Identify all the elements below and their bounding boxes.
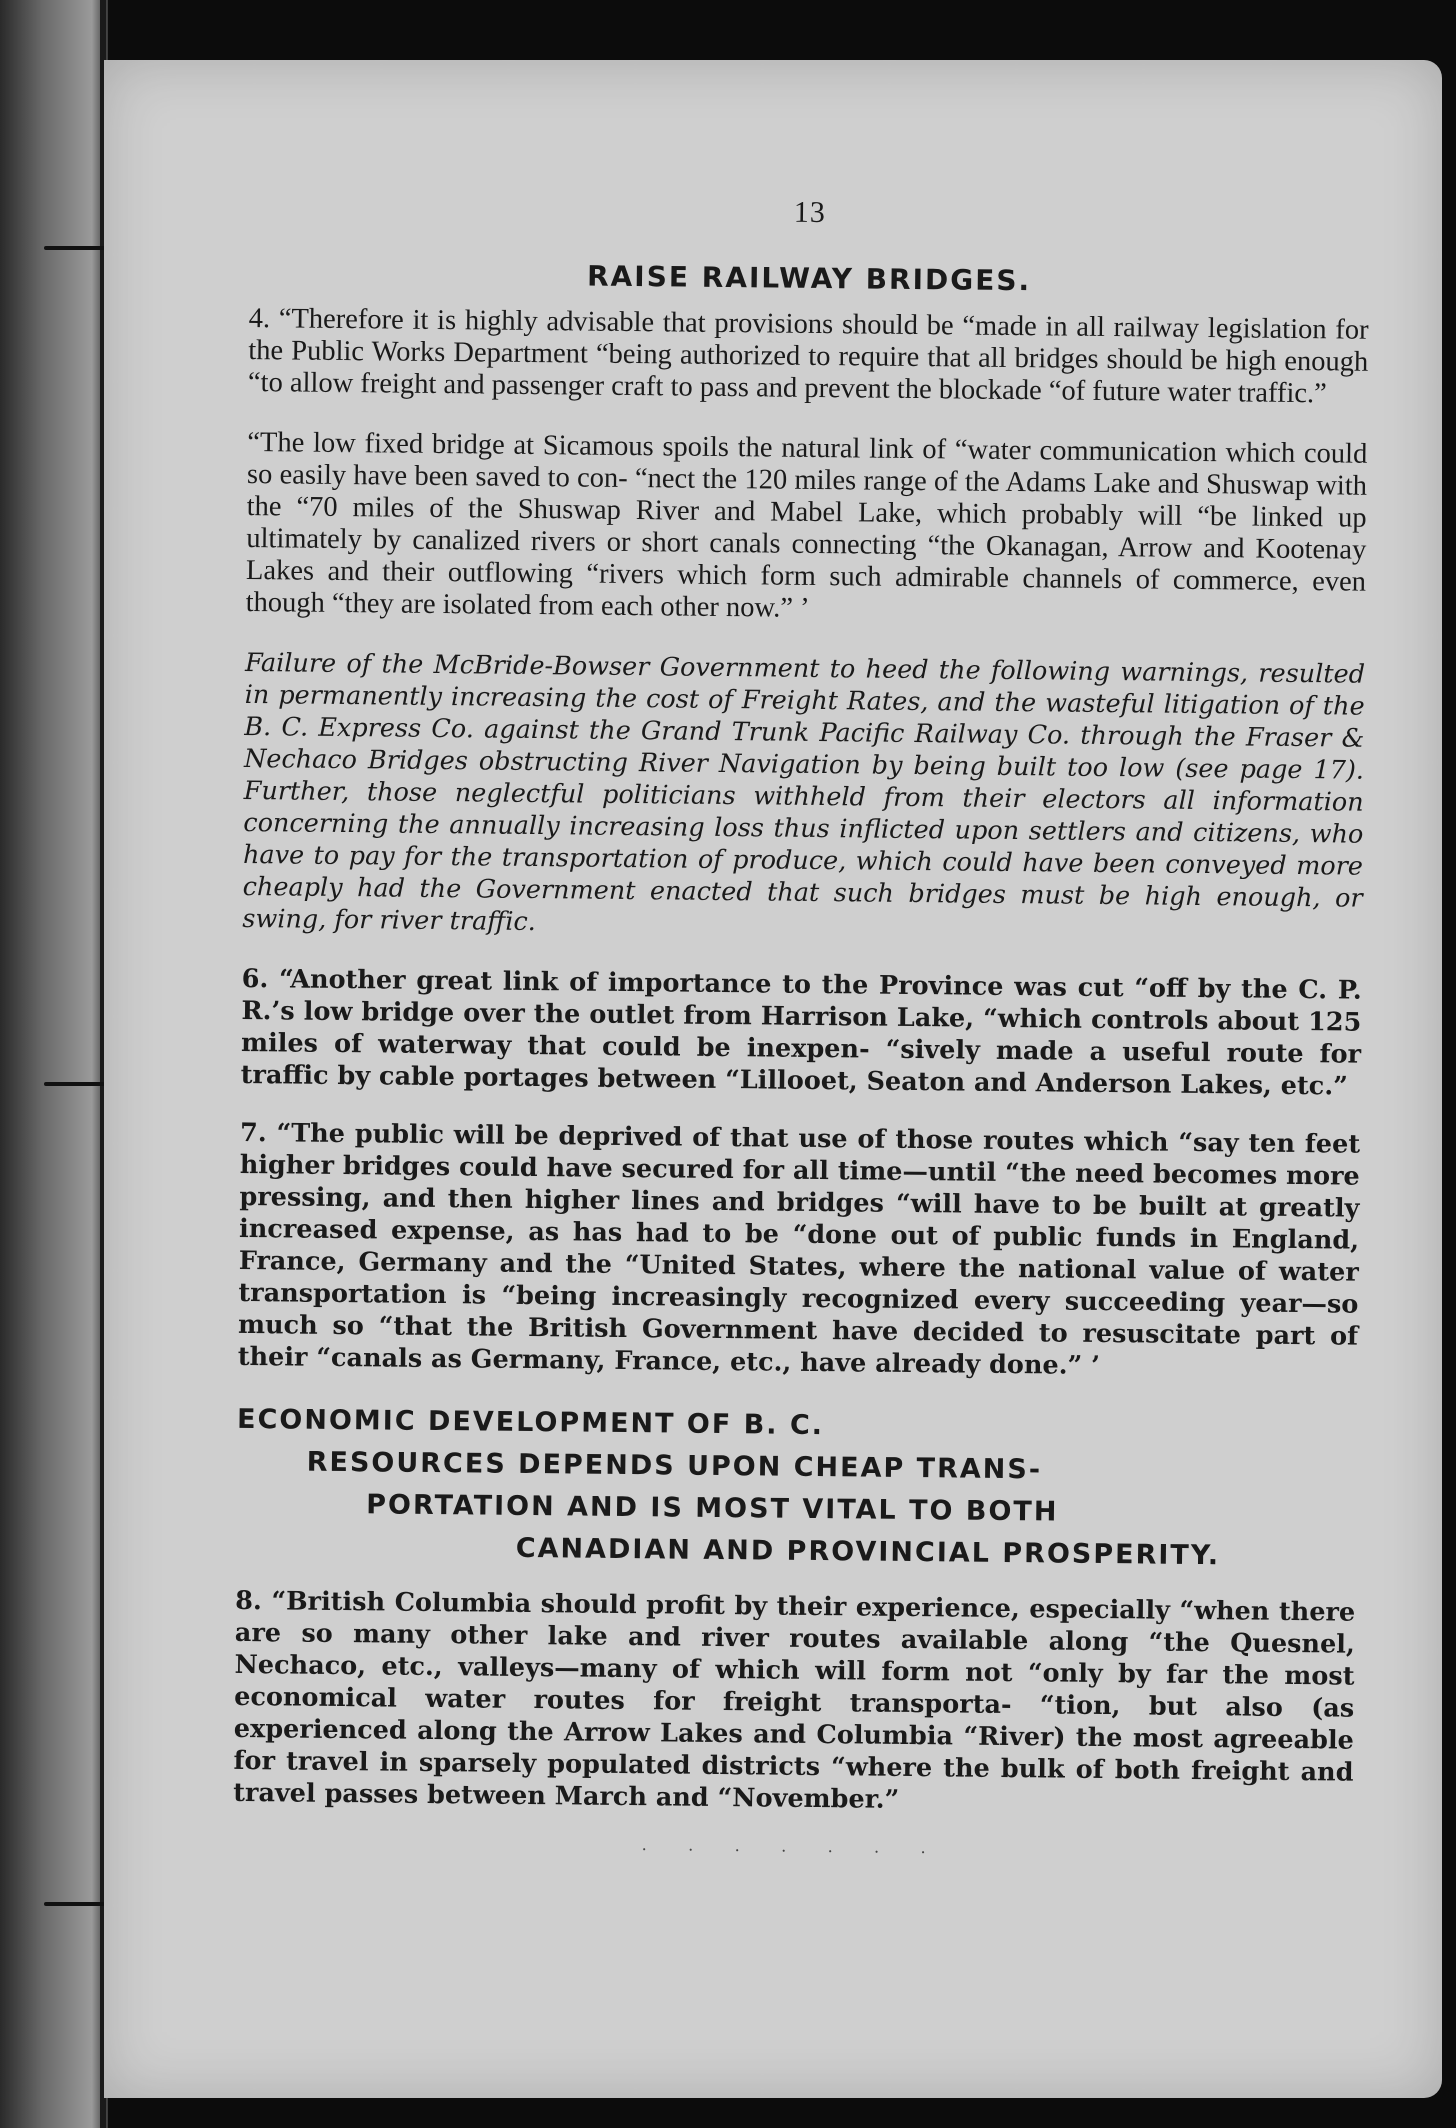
left-page-edge [0,0,108,2128]
section-heading-raise-railway-bridges: RAISE RAILWAY BRIDGES. [586,259,1032,298]
heading-line: ECONOMIC DEVELOPMENT OF B. C. [236,1403,825,1442]
footer-ornament: · · · · · · · [641,1839,945,1863]
document-page [104,60,1442,2098]
page-content [233,190,1370,1868]
paragraph-8: 8. “British Columbia should profit by their experience, especially “when there are so many other lake and river routes available along “the Quesnel, Nechaco, etc., valleys—many of which will form not “only by far the most economical water routes for freight transporta- “tion, but also (as experienced along the Arrow Lakes and Columbia “River) the most agreeable for travel in sparsely populated districts “where the bulk of both freight and travel passes between March and “November.” [233,1585,1356,1815]
section-heading-economic-development [236,1399,1358,1579]
editorial-comment: Failure of the McBride-Bowser Government to heed the following warnings, resulted in permanently increasing the cost of Freight Rates, and the wasteful litigation of the B. C. Express Co. against the Grand Trunk Pacific Railway Co. through the Fraser & Nechaco Bridges obstructing River Navigation by being built too low (see page 17). Further, those neglectful politicians withheld from their electors all information concerning the annually increasing loss thus inflicted upon settlers and citizens, who have to pay for the transportation of produce, which could have been conveyed more cheaply had the Government enacted that such bridges must be high enough, or swing, for river traffic. [242,647,1366,938]
heading-line: RESOURCES DEPENDS UPON CHEAP TRANS- [306,1446,1043,1486]
paragraph-4: 4. “Therefore it is highly advisable that provisions should be “made in all railway legislation for the Public Works Department “being authorized to require that all bridges should be high enough “to allow freight and passenger craft to pass and prevent the blockade “of future water traffic.” [247,302,1369,410]
page-number: 13 [793,195,826,230]
paragraph-6: 6. “Another great link of importance to the Province was cut “off by the C. P. R.’s low bridge over the outlet from Harrison Lake, “which controls about 125 miles of waterway that could be inexpen- “sively made a useful route for traffic by cable portages between “Lillooet, Seaton and Anderson Lakes, etc.” [240,963,1362,1102]
heading-line: PORTATION AND IS MOST VITAL TO BOTH [366,1489,1059,1528]
paragraph-7: 7. “The public will be deprived of that use of those routes which “say ten feet higher bridges could have secured for all time—until “the need becomes more pressing, and then higher lines and bridges “will have to be built at greatly increased expense, as has had to be “done out of public funds in England, France, Germany and the “United States, where the national value of water transportation is “being increasingly recognized every succeeding year—so much so “that the British Government have decided to resuscitate part of their “canals as Germany, France, etc., have already done.” ’ [237,1117,1361,1381]
paragraph-sicamous: “The low fixed bridge at Sicamous spoils the natural link of “water communication which could so easily have been saved to con- “nect the 120 miles range of the Adams Lake and Shuswap with the “70 miles of the Shuswap River and Mabel Lake, which probably will “be linked up ultimately by canalized rivers or short canals connecting “the Okanagan, Arrow and Kootenay Lakes and their outflowing “rivers which form such admirable channels of commerce, even though “they are isolated from each other now.” ’ [245,426,1368,624]
heading-line: CANADIAN AND PROVINCIAL PROSPERITY. [515,1532,1221,1572]
